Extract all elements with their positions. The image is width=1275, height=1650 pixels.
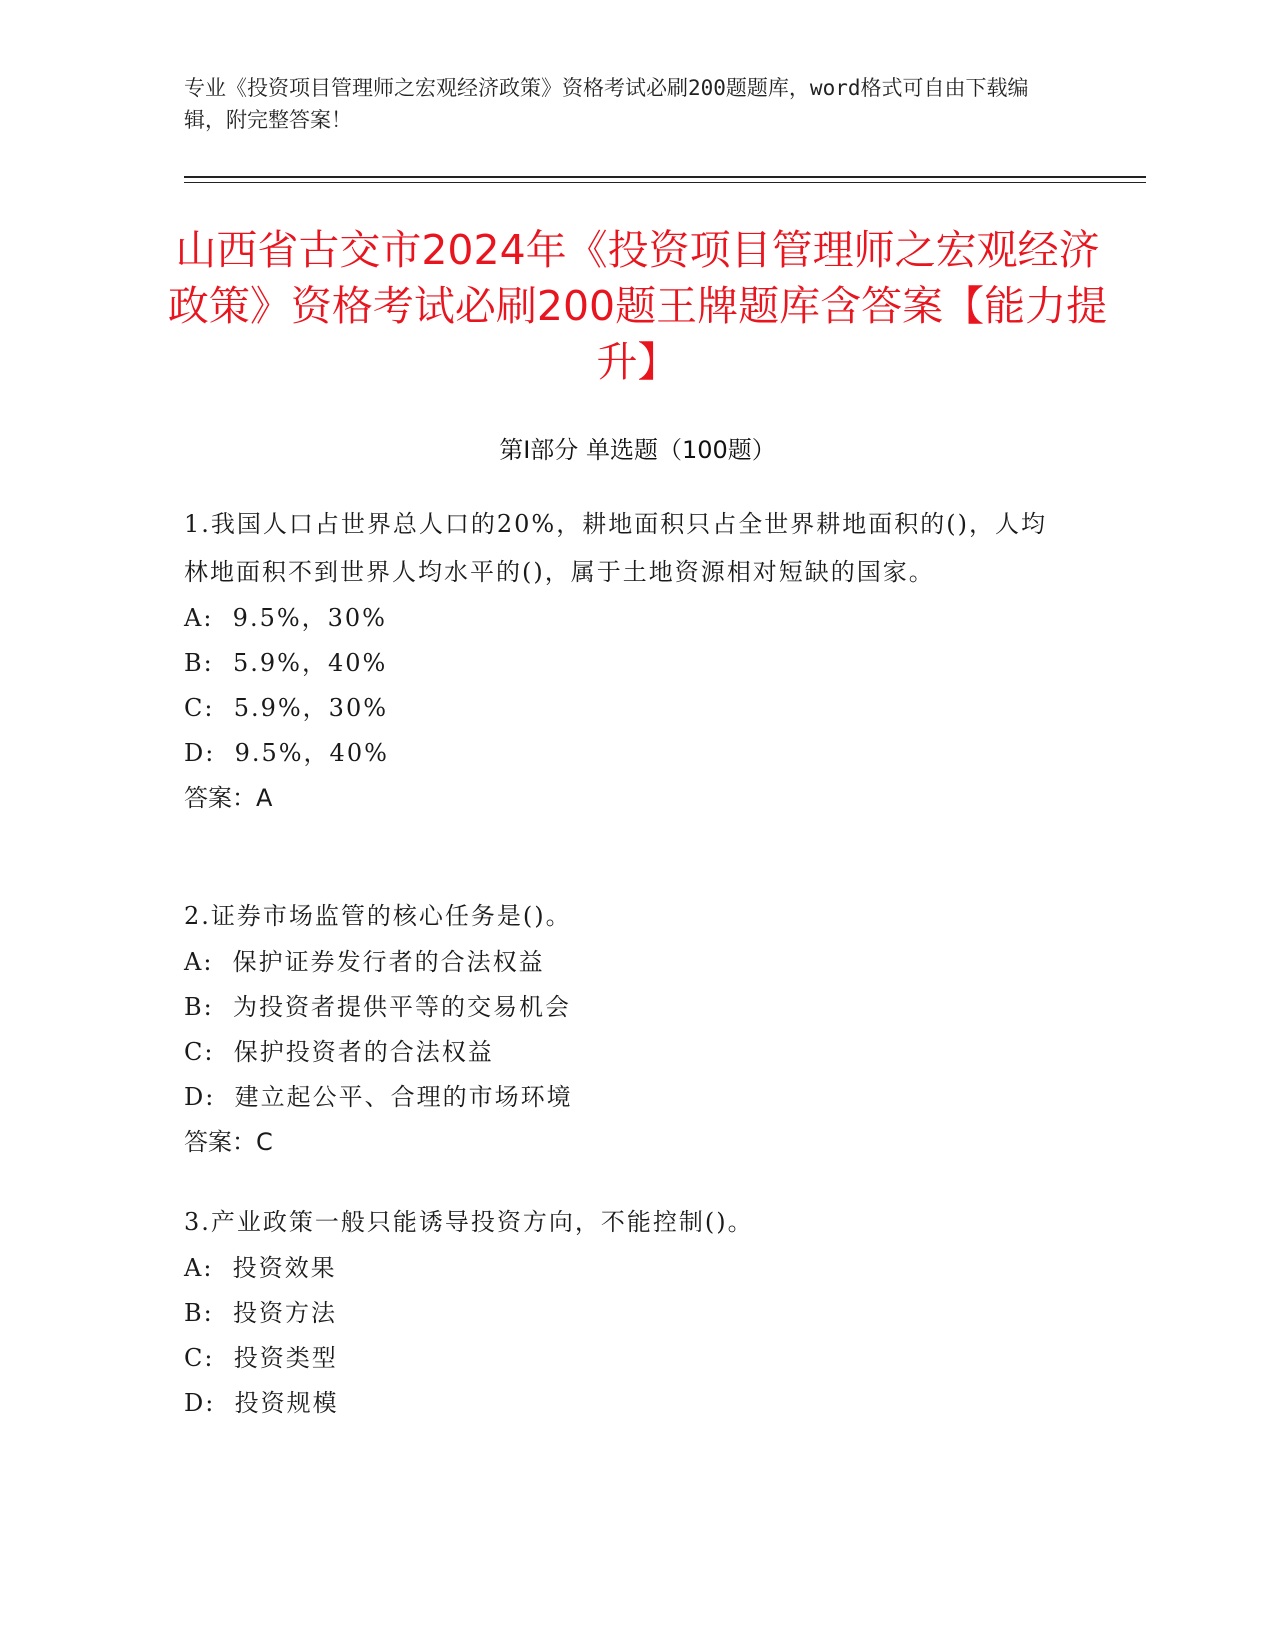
- option-d: D: 投资规模: [184, 1389, 339, 1417]
- question-2: [184, 892, 1064, 1165]
- option-c: C: 保护投资者的合法权益: [184, 1038, 494, 1066]
- section-heading: 第Ⅰ部分 单选题（100题）: [499, 436, 776, 464]
- answer: 答案：A: [184, 784, 273, 812]
- header-divider: [184, 176, 1146, 178]
- option-b: B: 为投资者提供平等的交易机会: [184, 993, 571, 1021]
- question-stem: 2.证券市场监管的核心任务是()。: [184, 902, 572, 930]
- answer: 答案：C: [184, 1128, 273, 1156]
- header-note: 专业《投资项目管理师之宏观经济政策》资格考试必刷200题题库，word格式可自由下载编辑，附完整答案！: [184, 76, 1029, 132]
- question-3: [184, 1198, 1064, 1426]
- option-a: A: 保护证券发行者的合法权益: [184, 948, 545, 976]
- option-a: A: 9.5%，30%: [184, 604, 387, 632]
- header-divider-thin: [184, 182, 1146, 183]
- question-stem: 1.我国人口占世界总人口的20%，耕地面积只占全世界耕地面积的()，人均林地面积不到世界人均水平的()，属于土地资源相对短缺的国家。: [184, 510, 1047, 586]
- option-b: B: 5.9%，40%: [184, 649, 388, 677]
- question-1: [184, 500, 1064, 821]
- option-c: C: 投资类型: [184, 1344, 338, 1372]
- option-c: C: 5.9%，30%: [184, 694, 389, 722]
- option-d: D: 建立起公平、合理的市场环境: [184, 1083, 573, 1111]
- option-b: B: 投资方法: [184, 1299, 337, 1327]
- document-title: 山西省古交市2024年《投资项目管理师之宏观经济政策》资格考试必刷200题王牌题库含答案【能力提升】: [167, 226, 1108, 386]
- option-a: A: 投资效果: [184, 1254, 337, 1282]
- question-stem: 3.产业政策一般只能诱导投资方向，不能控制()。: [184, 1208, 754, 1236]
- option-d: D: 9.5%，40%: [184, 739, 389, 767]
